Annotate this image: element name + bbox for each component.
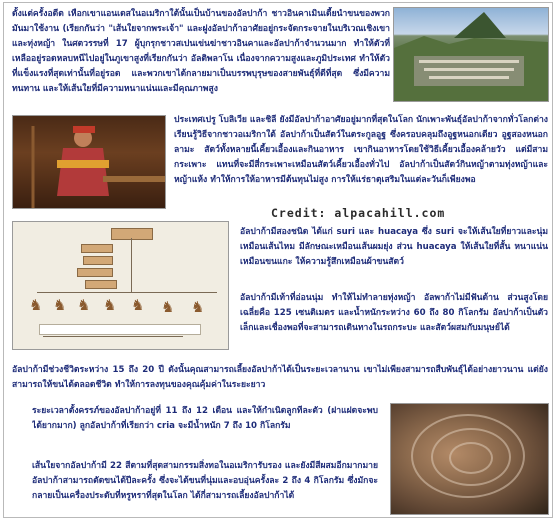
guanaco-icon: ♞	[77, 296, 91, 314]
chart-node	[83, 256, 113, 265]
document-page	[3, 2, 553, 518]
paragraph-gestation: ระยะเวลาตั้งครรภ์ของอัลปาก้าอยู่ที่ 11 ถึง 12 เดือน และให้กำเนิดลูกทีละตัว (ฝาแฝดจะพบได้ยากมาก) ลูกอัลปาก้าที่เรียกว่า cria จะมีน้ำหนัก 7 ถึง 10 กิโลกรัม	[32, 406, 378, 431]
classification-chart	[12, 221, 229, 350]
weaver-illustration	[13, 116, 165, 208]
paragraph-history: ดั้งแต่ครั้งอดีต เหือกเขาแอนเดสในอเมริกาใต้นั้นเป็นบ้านของอัลปาก้า ชาวอินคาเมินเดี้ยนำขนของพวกมันมาใช้งาน (เรียกกันว่า "เส้นใยจากพระเจ้า" และฝูงอัลปาก้าอาศัยอยู่กระจัดกระจายในบริเวณเชิงเขาและทุ่งหญ้า ในศตวรรษที่ 17 ผู้บุกรุกชาวสเปนเข่นฆ่าชาวอินคาและอัลปาก้าจำนวนมาก ทำให้ตัวที่เหลืออยู่รอดหลบหนีไปอยู่ในภูเขาสูงที่เรียกกันว่า อัลติพลาโน เนื่องจากความสูงและภูมิประเทศ ทำให้ตัวที่แข็งแรงที่สุดเท่านั้นที่อยู่รอด และพวกเขาได้กลายมาเป็นบรรพบุรุษของสายพันธุ์ที่ดีที่สุด ซึ่งมีความทนทาน และให้เส้นใยที่มีความหนาแน่นและมีคุณภาพสูง	[12, 9, 390, 94]
chart-caption-strip	[39, 324, 201, 335]
paragraph-fiber: เส้นใยจากอัลปาก้ามี 22 สีตามที่สุดสามกรรมสิ่งทอในอเมริการับรอง และยังมีสีผสมอีกมากมาย อัลปาก้าสามารถตัดขนได้ปีละครั้ง ซึ่งจะได้ขนที่นุ่มและอบอุ่นครั้งละ 2 ถึง 4 กิโลกรัม ซึ่งมักจะกลายเป็นเครื่องประดับที่หรูหราที่สุดในโลก ได้กี่สามารถเลี้ยงอัลปาก้าได้	[32, 461, 378, 501]
paragraph-physical: อัลปาก้ามีเท้าที่อ่อนนุ่ม ทำให้ไม่ทำลายทุ่งหญ้า อัลพาก้าไม่มีฟันด้าน ส่วนสูงโดยเฉลี่ยคือ 125 เซนติเมตร และน้ำหนักระหว่าง 60 ถึง 80 กิโลกรัม อัลปาก้าเป็นตัวเล็กและเชื่องพอที่จะสามารถเดินทางในรถกระบะ และสัตว์ผสมกับมนุษย์ได้	[240, 293, 548, 333]
chart-node	[77, 268, 113, 277]
chart-root-box	[111, 228, 153, 240]
paragraph-lifespan: อัลปาก้ามีช่วงชีวิตระหว่าง 15 ถึง 20 ปี ดังนั้นคุณสามารถเลี้ยงอัลปาก้าได้เป็นระยะเวลานาน เขาไม่เพียงสามารถสืบพันธุ์ได้อย่างยาวนาน แต่ยังสามารถให้ขนได้ตลอดชีวิต ทำให้การลงทุนของคุณคุ้มค่าในระยะยาว	[12, 365, 548, 390]
alpaca-icon: ♞	[53, 296, 67, 314]
vicuna-icon: ♞	[103, 296, 117, 314]
dromedary-icon: ♞	[161, 298, 175, 316]
machu-picchu-photo	[393, 7, 549, 102]
llama-icon: ♞	[29, 296, 43, 314]
photo-credit: Credit: alpacahill.com	[271, 206, 446, 220]
weaver-photo	[12, 115, 166, 209]
bactrian-icon: ♞	[191, 298, 205, 316]
camel-icon: ♞	[131, 296, 145, 314]
chart-branch-line	[37, 292, 217, 293]
paragraph-origin: ประเทศเปรู โบลิเวีย และชิลี ยังมีอัลปาก้าอาศัยอยู่มากที่สุดในโลก นักเพาะพันธุ์อัลปาก้าจากทั่วโลกต่างเรียนรู้วิธีจากชาวอเมริกาใต้ อัลปาก้าเป็นสัตว์ในตระกูลอูฐ ซึ่งครอบคลุมถึงอูฐหนอกเดียว อูฐสองหนอก ลามะ สัตว์ทั้งหลายนี้เคี้ยวเอื้องและกินอาหาร เขากินอาหารโดยใช้วิธีเคี้ยวเอื้องคล้ายวัว แต่มีสามกระเพาะ แทนที่จะมีสี่กระเพาะเหมือนสัตว์เคี้ยวเอื้องทั่วไป อัลปาก้าเป็นสัตว์กินหญ้าตามทุ่งหญ้าและหญ้าแห้ง ทำให้การให้อาหารมีต้นทุนไม่สูง การให้แร่ธาตุเสริมในแต่ละวันก็เพียงพอ	[174, 115, 548, 185]
mountain-illustration	[394, 8, 548, 101]
chart-bottom-line	[43, 336, 183, 337]
chart-trunk-line	[131, 238, 132, 293]
alpaca-fleece-photo	[390, 403, 549, 515]
paragraph-types: อัลปาก้ามีสองชนิด ได้แก่ suri และ huacaya ซึ่ง suri จะให้เส้นใยที่ยาวและนุ่มเหมือนเส้นไหม มีลักษณะเหมือนเส้นผมยุ่ง ส่วน huacaya ให้เส้นใยที่สั้น หนาแน่น เหมือนขนแกะ ให้ความรู้สึกเหมือนผ้าขนสัตว์	[240, 227, 548, 267]
fleece-texture	[449, 442, 493, 474]
chart-node	[85, 280, 117, 289]
chart-node	[81, 244, 113, 253]
